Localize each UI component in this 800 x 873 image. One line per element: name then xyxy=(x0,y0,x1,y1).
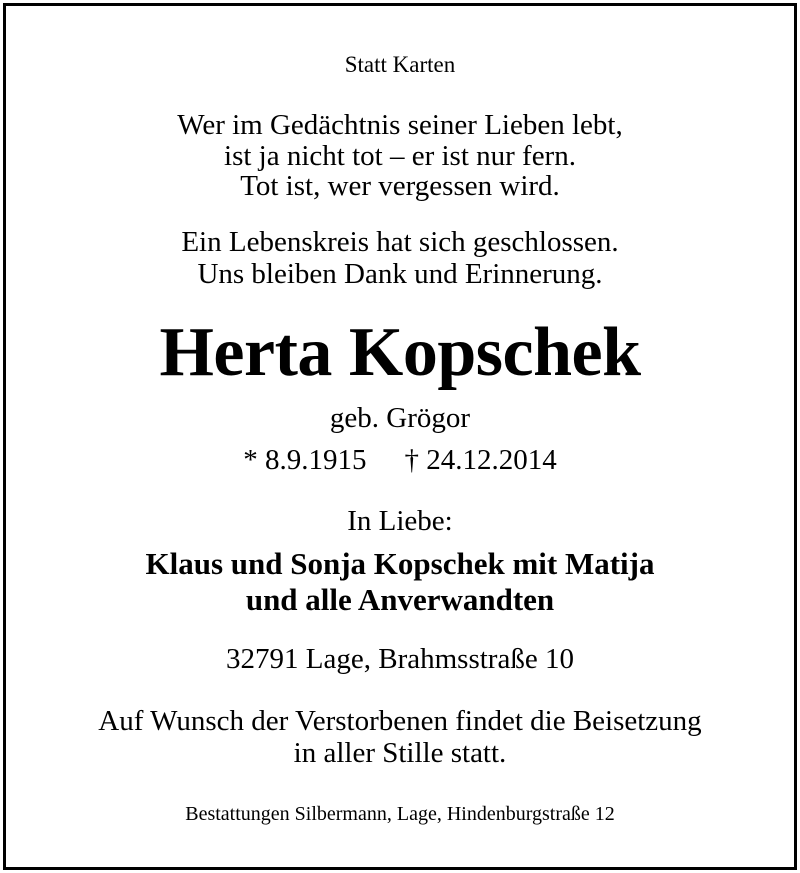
deceased-name: Herta Kopschek xyxy=(159,314,641,391)
mourners-line: Klaus und Sonja Kopschek mit Matija xyxy=(145,546,655,581)
verse-line: ist ja nicht tot – er ist nur fern. xyxy=(224,140,576,172)
header-text: Statt Karten xyxy=(344,52,456,77)
undertaker-info: Bestattungen Silbermann, Lage, Hindenburgstraße 12 xyxy=(185,803,615,825)
life-dates xyxy=(0,446,800,475)
verse-line: Tot ist, wer vergessen wird. xyxy=(240,170,560,202)
circle-line: Uns bleiben Dank und Erinnerung. xyxy=(197,258,603,290)
burial-note-line: Auf Wunsch der Verstorbenen findet die Beisetzung xyxy=(98,705,702,737)
mourners-line: und alle Anverwandten xyxy=(245,582,555,617)
maiden-name: geb. Grögor xyxy=(329,402,471,434)
circle-line: Ein Lebenskreis hat sich geschlossen. xyxy=(181,226,619,258)
verse-line: Wer im Gedächtnis seiner Lieben lebt, xyxy=(177,109,623,141)
birth-date: * 8.9.1915 xyxy=(243,444,367,476)
in-love-label: In Liebe: xyxy=(347,505,453,537)
burial-note-line: in aller Stille statt. xyxy=(293,737,507,769)
death-date: † 24.12.2014 xyxy=(404,444,557,476)
family-address: 32791 Lage, Brahmsstraße 10 xyxy=(226,643,574,675)
